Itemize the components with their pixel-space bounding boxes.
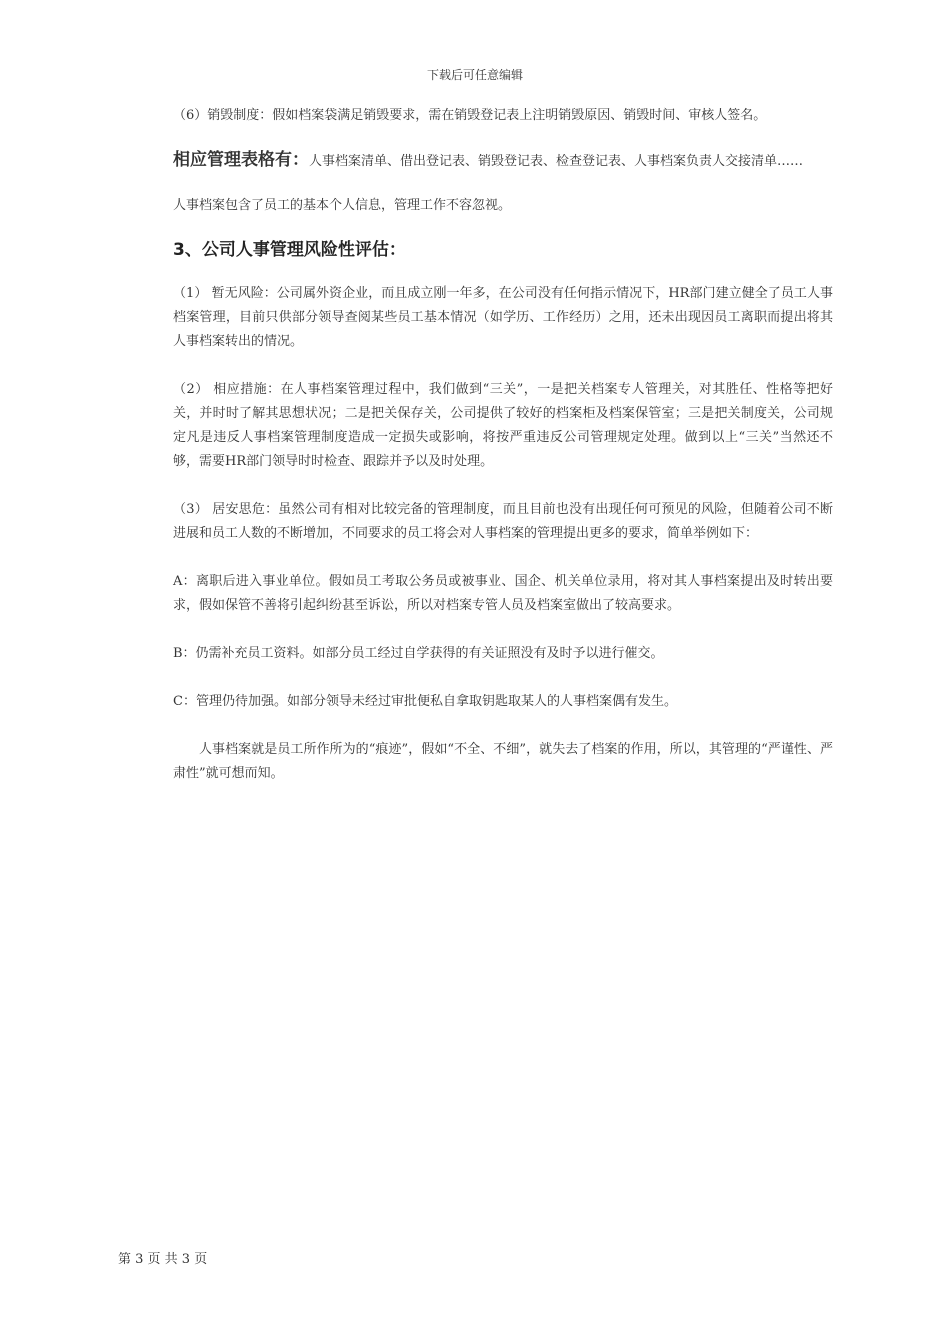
management-forms-label: 相应管理表格有： <box>173 150 309 170</box>
paragraph-item-c: C：管理仍待加强。如部分领导未经过审批便私自拿取钥匙取某人的人事档案偶有发生。 <box>173 694 677 709</box>
section-title: 3、公司人事管理风险性评估： <box>173 240 406 260</box>
paragraph-item-2: （2） 相应措施：在人事档案管理过程中，我们做到“三关”，一是把关档案专人管理关，对其胜任、性格等把好关，并时时了解其思想状况；二是把关保存关，公司提供了较好的档案柜及档案保管室；三是把关制度关，公司规定凡是违反人事档案管理制度造成一定损失或影响，将按严重违反公司管理规定处理。做到以上“三关”当然还不够，需要HR部门领导时时检查、跟踪并予以及时处理。 <box>173 382 833 469</box>
paragraph-destruction-policy: （6）销毁制度：假如档案袋满足销毁要求，需在销毁登记表上注明销毁原因、销毁时间、审核人签名。 <box>173 108 767 123</box>
document-body <box>173 104 833 786</box>
management-forms-list: 人事档案清单、借出登记表、销毁登记表、检查登记表、人事档案负责人交接清单…… <box>309 154 804 169</box>
paragraph-closing: 人事档案就是员工所作所为的“痕迹”，假如“不全、不细”，就失去了档案的作用，所以，其管理的“严谨性、严肃性”就可想而知。 <box>173 742 833 781</box>
paragraph-item-a: A：离职后进入事业单位。假如员工考取公务员或被事业、国企、机关单位录用，将对其人事档案提出及时转出要求，假如保管不善将引起纠纷甚至诉讼，所以对档案专管人员及档案室做出了较高要求。 <box>173 574 833 613</box>
page-footer: 第 3 页 共 3 页 <box>118 1252 208 1267</box>
page-header: 下载后可任意编辑 <box>426 68 523 82</box>
paragraph-item-3: （3） 居安思危：虽然公司有相对比较完备的管理制度，而且目前也没有出现任何可预见的风险，但随着公司不断进展和员工人数的不断增加，不同要求的员工将会对人事档案的管理提出更多的要求，简单举例如下： <box>173 502 833 541</box>
paragraph-item-b: B：仍需补充员工资料。如部分员工经过自学获得的有关证照没有及时予以进行催交。 <box>173 646 664 661</box>
paragraph-management-forms <box>173 148 833 174</box>
paragraph-item-1: （1） 暂无风险：公司属外资企业，而且成立刚一年多，在公司没有任何指示情况下，HR部门建立健全了员工人事档案管理，目前只供部分领导查阅某些员工基本情况（如学历、工作经历）之用，还未出现因员工离职而提出将其人事档案转出的情况。 <box>173 286 833 349</box>
paragraph-note: 人事档案包含了员工的基本个人信息，管理工作不容忽视。 <box>173 198 512 213</box>
